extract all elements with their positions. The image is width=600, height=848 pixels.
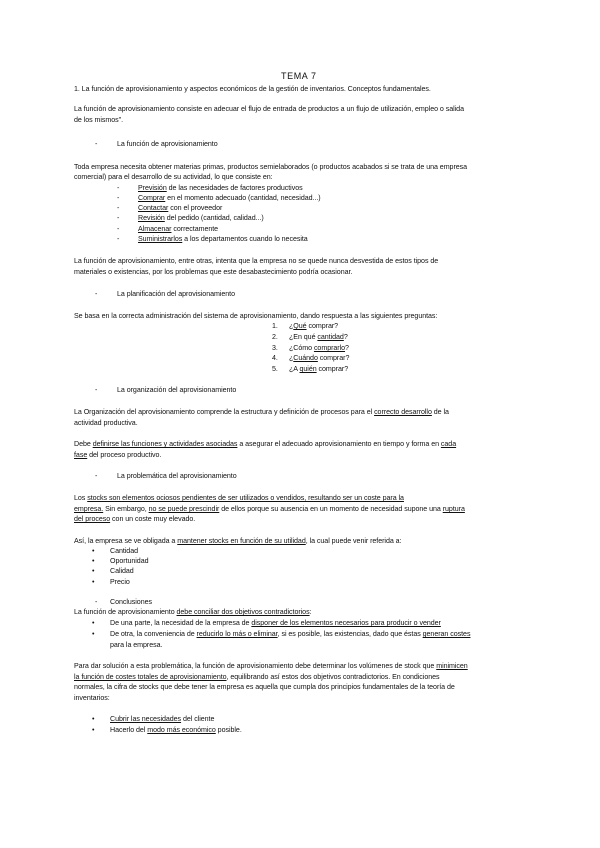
intro-line-2: de los mismos". [74, 116, 124, 124]
section-heading-aprovisionamiento: La función de aprovisionamiento [117, 140, 218, 148]
question-text: comprar? [316, 365, 349, 373]
s3-paragraph1-line-1 [74, 407, 449, 417]
dash-marker: - [95, 598, 98, 606]
s3-paragraph1-line-2: actividad productiva. [74, 419, 138, 427]
list-item-key: Revisión [138, 214, 165, 222]
question-key: Qué [293, 322, 307, 330]
list-item [110, 629, 470, 639]
s1-paragraph-line-2: comercial) para el desarrollo de su actividad, lo que consiste en: [74, 173, 273, 181]
question-item [289, 364, 348, 374]
document-heading: 1. La función de aprovisionamiento y aspectos económicos de la gestión de inventarios. Conceptos fundamentales. [74, 85, 431, 93]
text-run: , la cual puede venir referida a: [305, 537, 402, 545]
list-item [138, 183, 303, 193]
dash-marker: - [117, 225, 120, 233]
text-run: Los [74, 494, 88, 502]
dash-marker: - [95, 140, 98, 148]
question-item [289, 343, 349, 353]
list-item-key: Previsión [138, 184, 167, 192]
question-text: comprar? [306, 322, 339, 330]
dash-marker: - [117, 235, 120, 243]
text-run-underlined: mantener stocks en función de su utilidad [177, 537, 306, 545]
text-run-underlined: debe conciliar dos objetivos contradictorios [176, 608, 310, 616]
question-number: 1. [272, 322, 278, 330]
s4-paragraph1-line-1 [74, 493, 404, 503]
s3-paragraph2-line-2 [74, 450, 161, 460]
list-item [110, 714, 214, 724]
list-item: Cantidad [110, 547, 138, 555]
text-run-underlined: generan costes [422, 630, 471, 638]
text-run: : [309, 608, 312, 616]
question-item [289, 321, 338, 331]
question-text: ¿Cómo [289, 344, 314, 352]
text-run: Sin embargo, [103, 505, 149, 513]
text-run-underlined: fase [74, 451, 88, 459]
s1-paragraph2-line-1: La función de aprovisionamiento, entre otras, intenta que la empresa no se quede nunca desvestida de estos tipos de [74, 257, 439, 265]
bullet-marker: • [92, 567, 95, 575]
dash-marker: - [117, 194, 120, 202]
text-run-underlined: Cubrir las necesidades [110, 715, 182, 723]
s3-paragraph2-line-1 [74, 439, 456, 449]
s4-paragraph2 [74, 536, 402, 546]
list-item: Precio [110, 578, 130, 586]
text-run: del proceso productivo. [87, 451, 162, 459]
question-key: comprarlo [313, 344, 346, 352]
text-run-underlined: ruptura [442, 505, 465, 513]
question-text: ? [345, 344, 349, 352]
section-heading-conclusiones: Conclusiones [110, 598, 152, 606]
list-item-text: correctamente [171, 225, 219, 233]
question-number: 3. [272, 344, 278, 352]
s5-paragraph1 [74, 607, 312, 617]
dash-marker: - [95, 386, 98, 394]
list-item: Calidad [110, 567, 134, 575]
text-run: Para dar solución a esta problemática, la función de aprovisionamiento debe determinar los volúmenes de stock que [74, 662, 437, 670]
list-item-text: a los departamentos cuando lo necesita [182, 235, 308, 243]
list-item-text: de las necesidades de factores productivos [166, 184, 303, 192]
list-item-key: Suministrarlos [138, 235, 183, 243]
text-run-underlined: definirse las funciones y actividades asociadas [92, 440, 238, 448]
list-item-key: Contactar [138, 204, 169, 212]
dash-marker: - [95, 472, 98, 480]
text-run: La función de aprovisionamiento [74, 608, 177, 616]
question-text: ¿A [289, 365, 300, 373]
question-number: 4. [272, 354, 278, 362]
text-run: Hacerlo del [110, 726, 148, 734]
text-run-underlined: stocks son elementos ociosos pendientes de ser utilizados o vendidos, resultando ser un coste para la [87, 494, 404, 502]
s5-paragraph2-line-4: inventarios: [74, 694, 110, 702]
bullet-marker: • [92, 630, 95, 638]
text-run-underlined: minimicen [436, 662, 468, 670]
text-run: , si es posible, las existencias, dado que éstas [277, 630, 423, 638]
text-run-underlined: empresa. [74, 505, 104, 513]
question-item [289, 353, 349, 363]
list-item-key: Comprar [138, 194, 166, 202]
question-text: ¿ [289, 322, 294, 330]
intro-line-1: La función de aprovisionamiento consiste en adecuar el flujo de entrada de productos a un flujo de utilización, empleo o salida [74, 105, 464, 113]
document-title: TEMA 7 [281, 71, 317, 81]
text-run: Debe [74, 440, 93, 448]
section-heading-problematica: La problemática del aprovisionamiento [117, 472, 237, 480]
question-number: 2. [272, 333, 278, 341]
dash-marker: - [117, 204, 120, 212]
s4-paragraph1-line-3 [74, 514, 195, 524]
bullet-marker: • [92, 726, 95, 734]
list-item-key: Almacenar [138, 225, 172, 233]
text-run: La Organización del aprovisionamiento comprende la estructura y definición de procesos para el [74, 408, 375, 416]
question-key: Cuándo [293, 354, 318, 362]
text-run: con un coste muy elevado. [110, 515, 196, 523]
list-item-text: en el momento adecuado (cantidad, necesidad...) [165, 194, 321, 202]
text-run-underlined: no se puede prescindir [148, 505, 220, 513]
list-item: Oportunidad [110, 557, 149, 565]
s5-paragraph2-line-2 [74, 672, 440, 682]
question-text: ¿En qué [289, 333, 318, 341]
s5-paragraph2-line-1 [74, 661, 468, 671]
text-run-underlined: cada [440, 440, 457, 448]
text-run: de ellos porque su ausencia en un momento de necesidad supone una [219, 505, 443, 513]
question-text: ¿ [289, 354, 294, 362]
text-run-underlined: reducirlo lo más o eliminar [196, 630, 278, 638]
text-run-underlined: la función de costes totales de aprovisionamiento [74, 673, 227, 681]
list-item-text: del pedido (cantidad, calidad...) [164, 214, 264, 222]
text-run: de la [431, 408, 449, 416]
text-run: , equilibrando así estos dos objetivos contradictorios. En condiciones [226, 673, 440, 681]
text-run: Así, la empresa se ve obligada a [74, 537, 178, 545]
question-item [289, 332, 348, 342]
text-run-underlined: correcto desarrollo [374, 408, 432, 416]
text-run-underlined: del proceso [74, 515, 111, 523]
text-run: a asegurar el adecuado aprovisionamiento en tiempo y forma en [237, 440, 441, 448]
list-item [138, 203, 222, 213]
dash-marker: - [117, 184, 120, 192]
s1-paragraph-line-1: Toda empresa necesita obtener materias primas, productos semielaborados (o productos acabados si se trata de una empresa [74, 163, 468, 171]
list-item [110, 618, 441, 628]
bullet-marker: • [92, 619, 95, 627]
text-run: De otra, la conveniencia de [110, 630, 197, 638]
list-item-text: con el proveedor [168, 204, 223, 212]
list-item [138, 213, 264, 223]
list-item [110, 725, 242, 735]
bullet-marker: • [92, 715, 95, 723]
question-key: quién [299, 365, 317, 373]
question-number: 5. [272, 365, 278, 373]
bullet-marker: • [92, 547, 95, 555]
list-item [138, 193, 321, 203]
s4-paragraph1-line-2 [74, 504, 465, 514]
text-run: posible. [215, 726, 242, 734]
bullet-marker: • [92, 557, 95, 565]
bullet-marker: • [92, 578, 95, 586]
s5-paragraph2-line-3: normales, la cifra de stocks que debe tener la empresa es aquella que cumpla dos principios fundamentales de la teoría de [74, 683, 455, 691]
text-run-underlined: modo más económico [147, 726, 216, 734]
list-item-continuation: para la empresa. [110, 641, 163, 649]
list-item [138, 224, 218, 234]
section-heading-organizacion: La organización del aprovisionamiento [117, 386, 237, 394]
dash-marker: - [117, 214, 120, 222]
list-item [138, 234, 308, 244]
s1-paragraph2-line-2: materiales o existencias, por los problemas que este desabastecimiento podría ocasionar. [74, 268, 353, 276]
text-run: del cliente [181, 715, 215, 723]
question-text: ? [343, 333, 348, 341]
dash-marker: - [95, 290, 98, 298]
s2-paragraph: Se basa en la correcta administración del sistema de aprovisionamiento, dando respuesta a las siguientes preguntas: [74, 312, 438, 320]
question-key: cantidad [317, 333, 344, 341]
text-run-underlined: disponer de los elementos necesarios para producir o vender [251, 619, 441, 627]
text-run: De una parte, la necesidad de la empresa de [110, 619, 252, 627]
question-text: comprar? [317, 354, 350, 362]
section-heading-planificacion: La planificación del aprovisionamiento [117, 290, 235, 298]
